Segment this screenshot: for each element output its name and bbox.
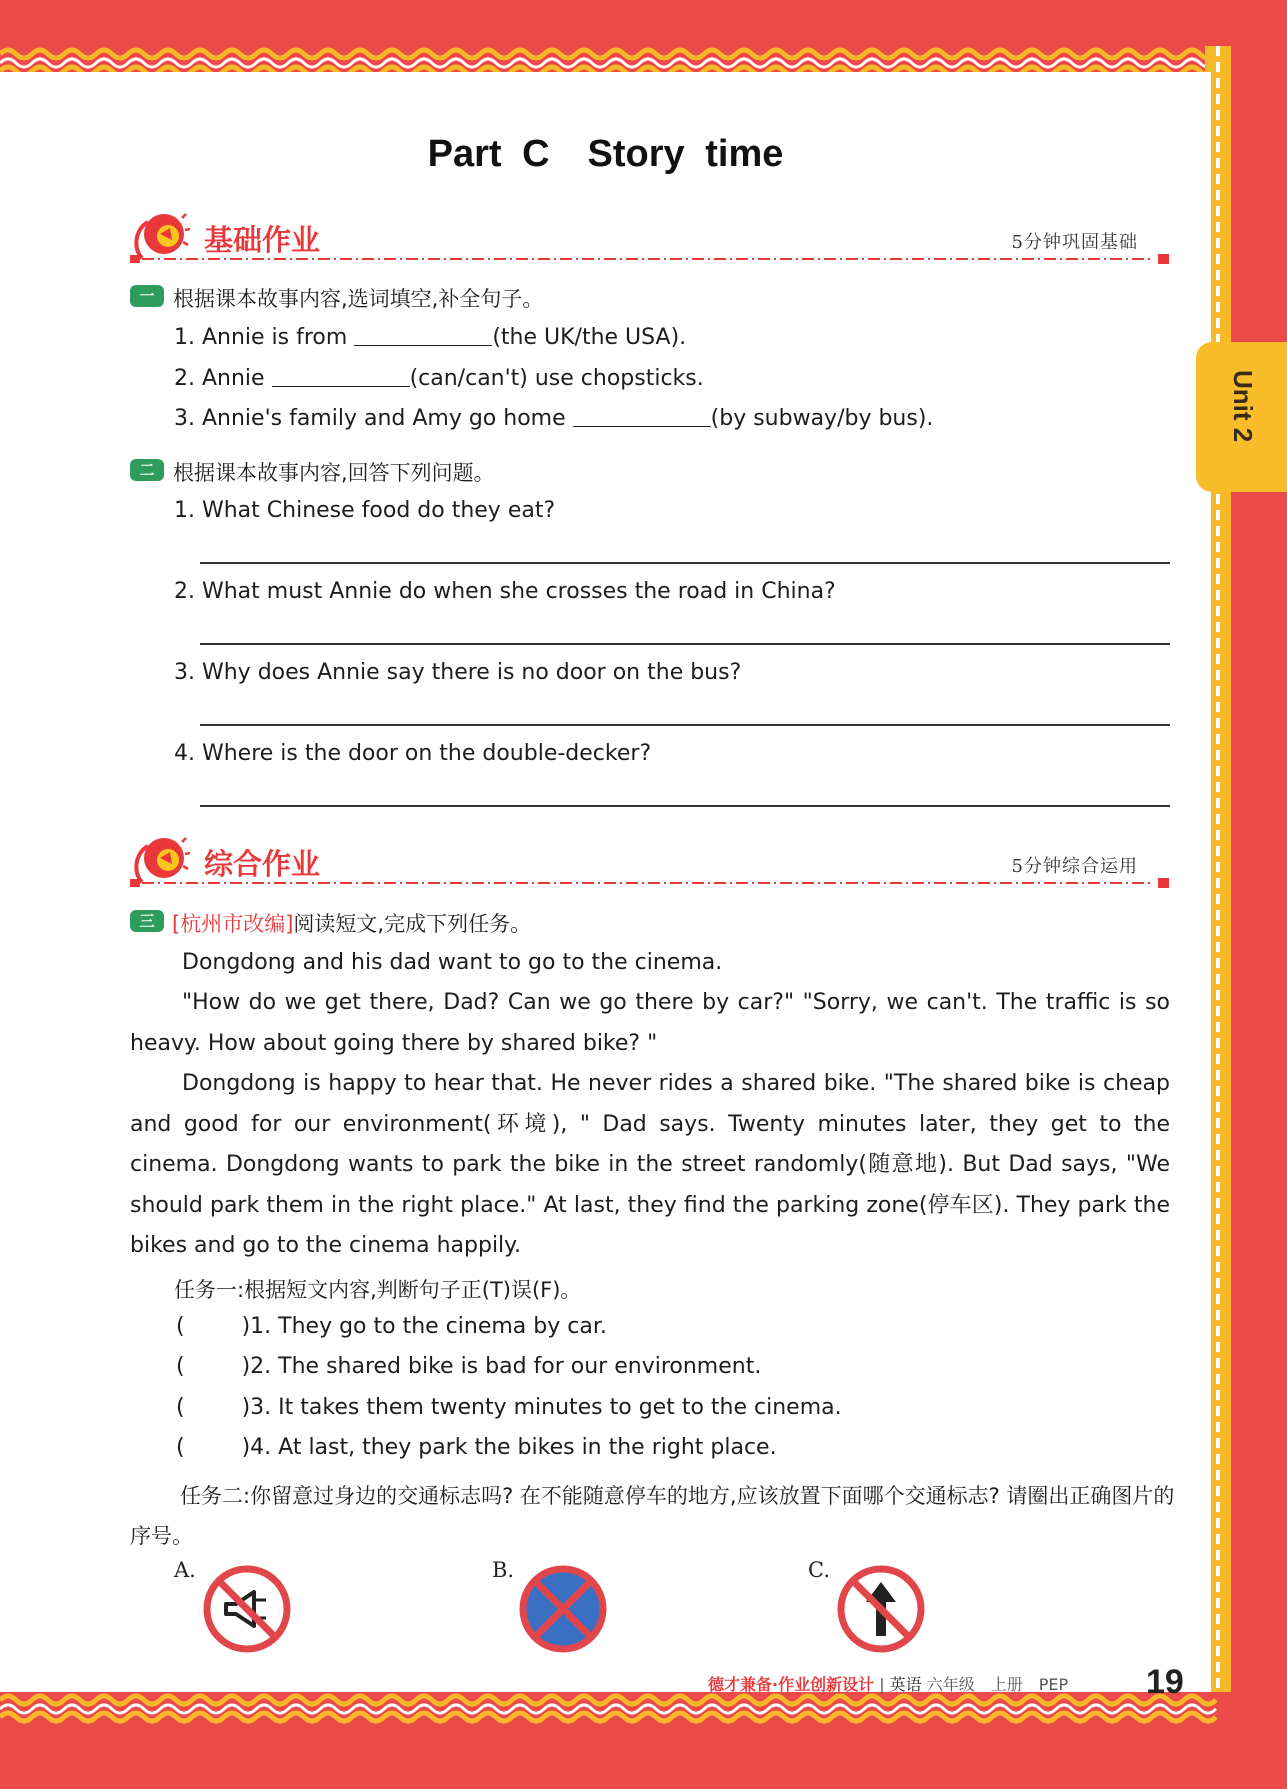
no-straight-icon[interactable] <box>836 1564 926 1654</box>
page-number: 19 <box>1146 1663 1184 1701</box>
answer-line[interactable] <box>200 805 1170 807</box>
no-horn-icon[interactable] <box>202 1564 292 1654</box>
answer-blank[interactable] <box>354 326 492 346</box>
question-badge: 三 <box>130 910 164 932</box>
option-label-a[interactable]: A. <box>174 1558 196 1582</box>
option-label-c[interactable]: C. <box>808 1558 830 1582</box>
section-divider <box>130 252 1170 266</box>
judge-item: ( )2. The shared bike is bad for our environment. <box>176 1354 762 1379</box>
story-paragraph: Dongdong is happy to hear that. He never rides a shared bike. "The shared bike is cheap and good for our environment(环境), " Dad says. Twenty minutes later, they get to the cinema. Dongdong wants to park the bike in the street randomly(随意地). But Dad says, "We should park them in the right place." At last, they find the parking zone(停车区). They park the bikes and go to the cinema happily. <box>130 1071 1170 1258</box>
section-header-comprehensive <box>130 832 1170 892</box>
story-paragraph: "How do we get there, Dad? Can we go there by car?" "Sorry, we can't. The traffic is so heavy. How about going there by shared bike? " <box>130 990 1170 1056</box>
bottom-wave-border <box>0 1692 1287 1726</box>
fill-item: 3. Annie's family and Amy go home (by subway/by bus). <box>174 406 934 431</box>
section-note: 5分钟综合运用 <box>1011 856 1138 877</box>
footer-meta: 六年级 上册 PEP <box>926 1675 1069 1694</box>
task1-instruction: 任务一:根据短文内容,判断句子正(T)误(F)。 <box>174 1278 582 1302</box>
fill-item: 2. Annie (can/can't) use chopsticks. <box>174 366 704 391</box>
footer-separator: | <box>879 1675 885 1694</box>
footer-brand: 德才兼备·作业创新设计 <box>708 1675 875 1694</box>
page-title: Part C Story time <box>427 133 784 175</box>
question-badge: 一 <box>130 285 164 307</box>
question-source: [杭州市改编] <box>172 912 294 936</box>
unit-tab-label: Unit 2 <box>1228 370 1258 443</box>
question-item: 4. Where is the door on the double-decker? <box>174 741 652 766</box>
judge-item: ( )4. At last, they park the bikes in the right place. <box>176 1435 777 1460</box>
answer-line[interactable] <box>200 643 1170 645</box>
section-note: 5分钟巩固基础 <box>1011 232 1138 253</box>
section-label: 综合作业 <box>204 847 321 881</box>
section-label: 基础作业 <box>204 223 321 257</box>
question-instruction: 根据课本故事内容,回答下列问题。 <box>173 461 495 485</box>
question-item: 2. What must Annie do when she crosses the road in China? <box>174 579 836 604</box>
answer-blank[interactable] <box>272 367 410 387</box>
answer-line[interactable] <box>200 562 1170 564</box>
question-item: 3. Why does Annie say there is no door on the bus? <box>174 660 742 685</box>
fill-item: 1. Annie is from (the UK/the USA). <box>174 325 687 350</box>
judge-item: ( )1. They go to the cinema by car. <box>176 1314 607 1339</box>
footer-subject: 英语 <box>889 1675 922 1694</box>
answer-blank[interactable] <box>573 407 711 427</box>
option-label-b[interactable]: B. <box>492 1558 515 1582</box>
judge-item: ( )3. It takes them twenty minutes to get to the cinema. <box>176 1395 842 1420</box>
task2-instruction: 任务二:你留意过身边的交通标志吗? 在不能随意停车的地方,应该放置下面哪个交通标志? 请圈出正确图片的序号。 <box>130 1484 1175 1548</box>
answer-line[interactable] <box>200 724 1170 726</box>
question-instruction: [杭州市改编]阅读短文,完成下列任务。 <box>172 912 532 936</box>
question-instruction: 根据课本故事内容,选词填空,补全句子。 <box>173 287 544 311</box>
question-item: 1. What Chinese food do they eat? <box>174 498 556 523</box>
story-paragraph: Dongdong and his dad want to go to the cinema. <box>182 950 723 975</box>
footer <box>708 1672 1068 1695</box>
no-parking-icon[interactable] <box>518 1564 608 1654</box>
unit-tab <box>1196 342 1287 492</box>
question-badge: 二 <box>130 459 164 481</box>
section-header-basic <box>130 208 1170 268</box>
section-divider <box>130 876 1170 890</box>
